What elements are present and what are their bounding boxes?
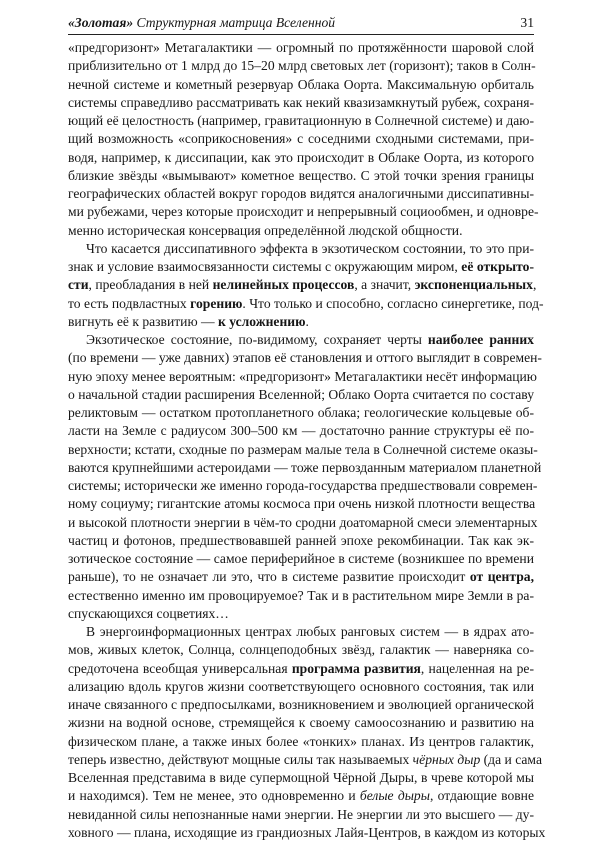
text-run: ализацию вдоль кругов жизни соответствующего основного состояния, так или [68, 678, 534, 694]
text-run: ющий её целостность (например, гравитационную в Солнечной системе) и даю- [68, 113, 534, 128]
text-line [68, 76, 534, 94]
bold-phrase: нелинейных процессов [212, 277, 355, 293]
bold-phrase: её открыто- [461, 259, 534, 274]
text-run: теперь известно, действуют мощные силы так называемых [68, 751, 413, 767]
bold-phrase: наиболее ранних [427, 332, 534, 347]
text-run: и находимся). Тем не менее, это одновременно и [68, 788, 360, 804]
text-run: спускающихся соцветиях… [68, 605, 229, 621]
text-run: средоточена всеобщая универсальная [68, 660, 292, 676]
text-run: ваются крупнейшими астероидами — тоже первозданным материалом планетной [68, 459, 542, 475]
bold-phrase: от центра, [469, 569, 534, 585]
text-run: вигнуть её к развитию — [68, 313, 219, 329]
text-run: знак и условие взаимосвязанности системы с окружающим миром, [68, 259, 462, 274]
text-line [68, 751, 542, 769]
page-number: 31 [520, 15, 534, 30]
bold-phrase: экспоненциальных [414, 277, 533, 293]
text-run: географических областей вокруг городов видятся аналогичными диссипативны- [68, 186, 534, 201]
text-run: невиданной силы непознанные нами энергии. Не энергии ли это высшего — ду- [68, 806, 534, 822]
text-line [68, 641, 534, 659]
text-line [68, 568, 534, 586]
header-title-bold: «Золотая» [68, 15, 134, 30]
text-run: то есть подвластных [68, 295, 191, 311]
text-run: ховного — плана, исходящие из грандиозных Лайя-Центров, в каждом из которых [68, 824, 546, 840]
text-line [68, 806, 534, 824]
text-line [68, 660, 534, 678]
text-run: , нацеленная на ре- [420, 660, 534, 676]
text-line [68, 769, 534, 787]
text-line [68, 422, 534, 440]
text-line [68, 185, 534, 203]
text-run: о начальной стадии расширения Вселенной; Облако Оорта считается по составу [68, 386, 534, 402]
text-run: водя, например, к диссипации, как это происходит в Облаке Оорта, из которого [68, 149, 534, 165]
text-line [68, 824, 546, 842]
text-run: ному социуму; гигантские атомы космоса при очень низкой плотности вещества [68, 496, 536, 512]
bold-phrase: программа развития [291, 660, 421, 676]
text-run: ласти на Земле с радиусом 300–500 км — достаточно ранние структуры её по- [68, 423, 534, 439]
text-run: менно историческая консервация определённой людской общности. [68, 222, 463, 238]
text-line [68, 787, 534, 805]
text-run: . [305, 313, 309, 329]
text-run: естественно именно им провоцируемое? Так и в растительном мире Земли в ра- [68, 587, 534, 603]
text-run: (да и сама [480, 751, 542, 767]
text-line [68, 240, 534, 258]
text-run: , отдающие вовне [429, 788, 534, 804]
text-run: «предгоризонт» Метагалактики — огромный по протяжённости шаровой слой [68, 40, 534, 55]
text-line [68, 167, 534, 185]
text-run: верхности; кстати, сходные по размерам малые тела в Солнечной системе оказы- [68, 441, 538, 457]
text-line [68, 550, 534, 568]
text-line [68, 714, 534, 732]
text-line [68, 459, 542, 477]
text-run: Экзотическое состояние, по-видимому, сохраняет черты [86, 332, 428, 347]
text-run: раньше), то не означает ли это, что в системе развитие происходит [68, 569, 470, 585]
text-run: системы; исторически же именно города-государства предшествовали современ- [68, 478, 538, 493]
text-run: приблизительно от 1 млрд до 15–20 млрд световых лет (горизонт); таков в Солн- [68, 58, 536, 74]
text-line [68, 149, 534, 167]
text-line [68, 386, 534, 404]
text-line [68, 295, 544, 313]
text-run: , преобладания в ней [88, 277, 213, 293]
bold-phrase: к усложнению [218, 313, 306, 329]
text-line [68, 349, 542, 367]
text-run: Вселенная представима в виде супермощной Чёрной Дыры, в чреве которой мы [68, 770, 534, 785]
text-run: физическом плане, а также иных более «тонких» планах. Из центров галактик, [68, 733, 534, 749]
text-line [68, 678, 534, 696]
text-line [68, 495, 534, 513]
bold-phrase: горению [190, 295, 243, 311]
text-run: жизни на водной основе, стремящейся к своему самоосознанию и развитию на [68, 715, 534, 731]
text-run: частиц и фотонов, предшествовавшей ранней эпохе рекомбинации. Так как эк- [68, 532, 534, 548]
text-line [68, 276, 537, 294]
text-line [68, 514, 538, 532]
text-line [68, 203, 539, 221]
text-line [68, 94, 534, 112]
text-line [68, 532, 534, 550]
italic-phrase: белые дыры [359, 788, 430, 804]
bold-phrase: сти [68, 277, 89, 293]
text-run: , [532, 277, 537, 293]
text-line [68, 733, 534, 751]
running-header [68, 14, 534, 35]
italic-phrase: чёрных дыр [412, 751, 481, 767]
text-line [68, 331, 534, 349]
text-line [68, 112, 534, 130]
text-line [68, 404, 534, 422]
text-run: Что касается диссипативного эффекта в экзотическом состоянии, то это при- [86, 240, 534, 256]
text-line [68, 477, 538, 495]
text-line [68, 39, 534, 57]
text-line [68, 368, 537, 386]
text-line [68, 441, 538, 459]
text-run: ную эпоху менее вероятным: «предгоризонт» Метагалактики несёт информацию [68, 368, 537, 384]
text-line [68, 130, 534, 148]
text-run: и высокой плотности энергии в чём-то сродни доатомарной смеси элементарных [68, 514, 538, 530]
header-title-rest: Структурная матрица Вселенной [133, 15, 336, 30]
text-line [68, 587, 534, 605]
text-run: реликтовым — остатком протопланетного облака; геологические кольцевые об- [68, 405, 534, 420]
text-line [68, 623, 534, 641]
text-line [68, 258, 534, 276]
text-line [68, 313, 534, 331]
text-run: зотическое состояние — самое периферийное в системе (возникшее по времени [68, 551, 534, 566]
text-run: системы справедливо рассматривать как некий квазизамкнутый рубеж, сохраня- [68, 94, 534, 110]
text-line [68, 696, 534, 714]
text-run: (по времени — уже давних) этапов её становления и оттого выглядит в современ- [68, 350, 542, 366]
body-text [68, 39, 546, 842]
header-title [68, 14, 335, 32]
text-run: щий возможность «соприкосновения» с соседними сходными системами, при- [68, 131, 534, 147]
text-run: . Что только и способно, согласно синергетике, под- [242, 295, 544, 311]
text-run: ми рубежами, через которые происходит и непрерывный социообмен, и одновре- [68, 204, 539, 220]
text-run: , а значит, [354, 277, 415, 293]
text-run: иначе связанного с предпосылками, возникновением и эволюцией органической [68, 697, 535, 712]
text-run: нечной системе и кометный резервуар Облака Оорта. Максимальную орбиталь [68, 76, 534, 92]
text-line [68, 605, 534, 623]
text-line [68, 222, 534, 240]
text-line [68, 57, 534, 75]
text-run: близкие звёзды «вымывают» кометное вещество. С этой точки зрения границы [68, 167, 534, 183]
text-run: В энергоинформационных центрах любых ранговых систем — в ядрах ато- [86, 624, 534, 639]
text-run: мов, живых клеток, Солнца, солнцеподобных звёзд, галактик — наверняка со- [68, 642, 534, 658]
